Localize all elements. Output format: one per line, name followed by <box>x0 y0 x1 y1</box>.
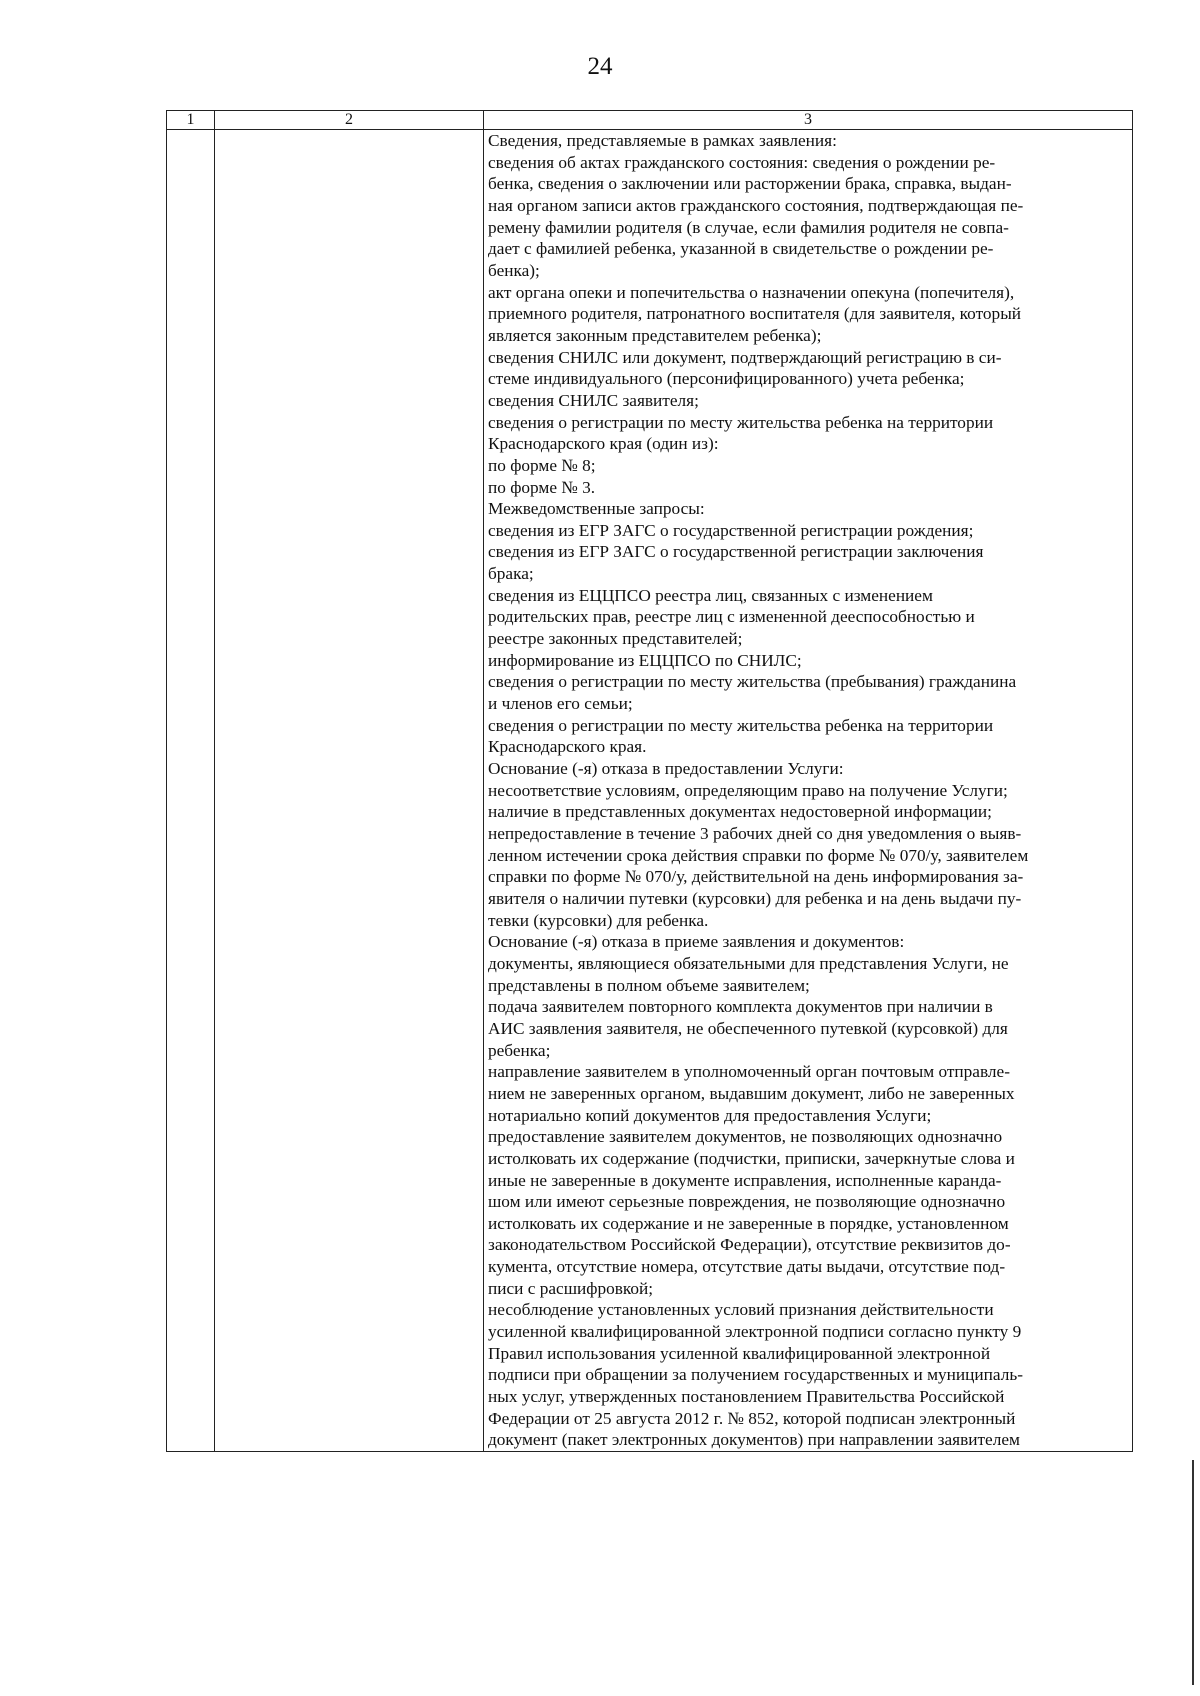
text-line: представлены в полном объеме заявителем; <box>488 975 810 995</box>
text-line: тевки (курсовки) для ребенка. <box>488 910 709 930</box>
table-header-row <box>167 111 1133 130</box>
text-line: ная органом записи актов гражданского состояния, подтверждающая пе- <box>488 195 1024 215</box>
text-line: по форме № 3. <box>488 477 596 497</box>
text-line: ленном истечении срока действия справки по форме № 070/у, заявителем <box>488 845 1029 865</box>
text-line: и членов его семьи; <box>488 694 633 714</box>
column-2-cell <box>215 130 484 1452</box>
text-line: Основание (-я) отказа в предоставлении Услуги: <box>488 759 844 779</box>
text-line: по форме № 8; <box>488 455 596 475</box>
text-line: иные не заверенные в документе исправления, исполненные каранда- <box>488 1170 1002 1190</box>
text-line: усиленной квалифицированной электронной подписи согласно пункту 9 <box>488 1322 1022 1342</box>
text-line: сведения об актах гражданского состояния: сведения о рождении ре- <box>488 152 996 172</box>
text-line: бенка, сведения о заключении или расторжении брака, справка, выдан- <box>488 174 1012 194</box>
text-line: непредоставление в течение 3 рабочих дней со дня уведомления о выяв- <box>488 824 1022 843</box>
table-row <box>167 130 1133 1452</box>
text-line: брака; <box>488 564 534 584</box>
text-line: истолковать их содержание (подчистки, приписки, зачеркнутые слова и <box>488 1148 1015 1168</box>
text-line: дает с фамилией ребенка, указанной в свидетельстве о рождении ре- <box>488 239 994 259</box>
text-line: ребенка; <box>488 1040 551 1060</box>
text-line: приемного родителя, патронатного воспитателя (для заявителя, который <box>488 304 1022 324</box>
text-line: наличие в представленных документах недостоверной информации; <box>488 802 992 822</box>
text-line: истолковать их содержание и не заверенные в порядке, установленном <box>488 1213 1009 1233</box>
text-line: акт органа опеки и попечительства о назначении опекуна (попечителя), <box>488 282 1015 302</box>
column-header-3: 3 <box>484 111 1133 130</box>
text-line: сведения о регистрации по месту жительства ребенка на территории <box>488 412 994 432</box>
text-line: АИС заявления заявителя, не обеспеченного путевкой (курсовкой) для <box>488 1018 1008 1038</box>
text-line: справки по форме № 070/у, действительной на день информирования за- <box>488 867 1024 887</box>
text-line: Межведомственные запросы: <box>488 499 705 519</box>
text-line: сведения о регистрации по месту жительства ребенка на территории <box>488 715 994 735</box>
page-number: 24 <box>587 53 613 80</box>
text-line: документ (пакет электронных документов) при направлении заявителем <box>488 1430 1020 1450</box>
text-line: писи с расшифровкой; <box>488 1278 654 1298</box>
text-line: кумента, отсутствие номера, отсутствие даты выдачи, отсутствие под- <box>488 1257 1006 1277</box>
text-line: несоответствие условиям, определяющим право на получение Услуги; <box>488 780 1008 800</box>
text-line: ремену фамилии родителя (в случае, если фамилия родителя не совпа- <box>488 217 1009 237</box>
text-line: законодательством Российской Федерации), отсутствие реквизитов до- <box>488 1235 1011 1255</box>
text-line: предоставление заявителем документов, не позволяющих однозначно <box>488 1127 1003 1147</box>
text-line: Федерации от 25 августа 2012 г. № 852, которой подписан электронный <box>488 1408 1016 1428</box>
text-line: подписи при обращении за получением государственных и муниципаль- <box>488 1365 1024 1385</box>
text-line: информирование из ЕЦЦПСО по СНИЛС; <box>488 650 802 670</box>
column-1-cell <box>167 130 215 1452</box>
text-line: сведения из ЕЦЦПСО реестра лиц, связанных с изменением <box>488 585 933 605</box>
text-line: сведения из ЕГР ЗАГС о государственной регистрации рождения; <box>488 520 974 540</box>
text-line: ных услуг, утвержденных постановлением Правительства Российской <box>488 1387 1005 1407</box>
text-line: Краснодарского края. <box>488 737 647 757</box>
text-line: сведения о регистрации по месту жительства (пребывания) гражданина <box>488 672 1017 692</box>
text-line: направление заявителем в уполномоченный орган почтовым отправле- <box>488 1062 1010 1082</box>
text-line: шом или имеют серьезные повреждения, не позволяющие однозначно <box>488 1192 1006 1212</box>
text-line: бенка); <box>488 260 540 280</box>
text-line: стеме индивидуального (персонифицированного) учета ребенка; <box>488 369 965 389</box>
text-line: нием не заверенных органом, выдавшим документ, либо не заверенных <box>488 1083 1015 1103</box>
text-line: документы, являющиеся обязательными для представления Услуги, не <box>488 953 1009 973</box>
text-line: Основание (-я) отказа в приеме заявления и документов: <box>488 932 905 952</box>
text-line: является законным представителем ребенка); <box>488 325 822 345</box>
column-header-2: 2 <box>215 111 484 130</box>
text-line: Сведения, представляемые в рамках заявления: <box>488 131 837 150</box>
text-line: сведения СНИЛС или документ, подтверждающий регистрацию в си- <box>488 347 1002 367</box>
text-line: несоблюдение установленных условий признания действительности <box>488 1300 994 1320</box>
text-line: нотариально копий документов для предоставления Услуги; <box>488 1105 932 1125</box>
text-line: Краснодарского края (один из): <box>488 434 719 454</box>
document-table <box>166 110 1133 1452</box>
text-line: реестре законных представителей; <box>488 629 743 649</box>
text-line: сведения СНИЛС заявителя; <box>488 390 699 410</box>
text-line: сведения из ЕГР ЗАГС о государственной регистрации заключения <box>488 542 984 562</box>
text-line: подача заявителем повторного комплекта документов при наличии в <box>488 997 993 1017</box>
text-line: родительских прав, реестре лиц с измененной дееспособностью и <box>488 607 975 627</box>
text-line: явителя о наличии путевки (курсовки) для ребенка и на день выдачи пу- <box>488 888 1022 908</box>
scan-edge-mark <box>1192 1460 1194 1685</box>
column-3-text-cell <box>484 130 1133 1452</box>
column-header-1: 1 <box>167 111 215 130</box>
text-line: Правил использования усиленной квалифицированной электронной <box>488 1343 991 1363</box>
